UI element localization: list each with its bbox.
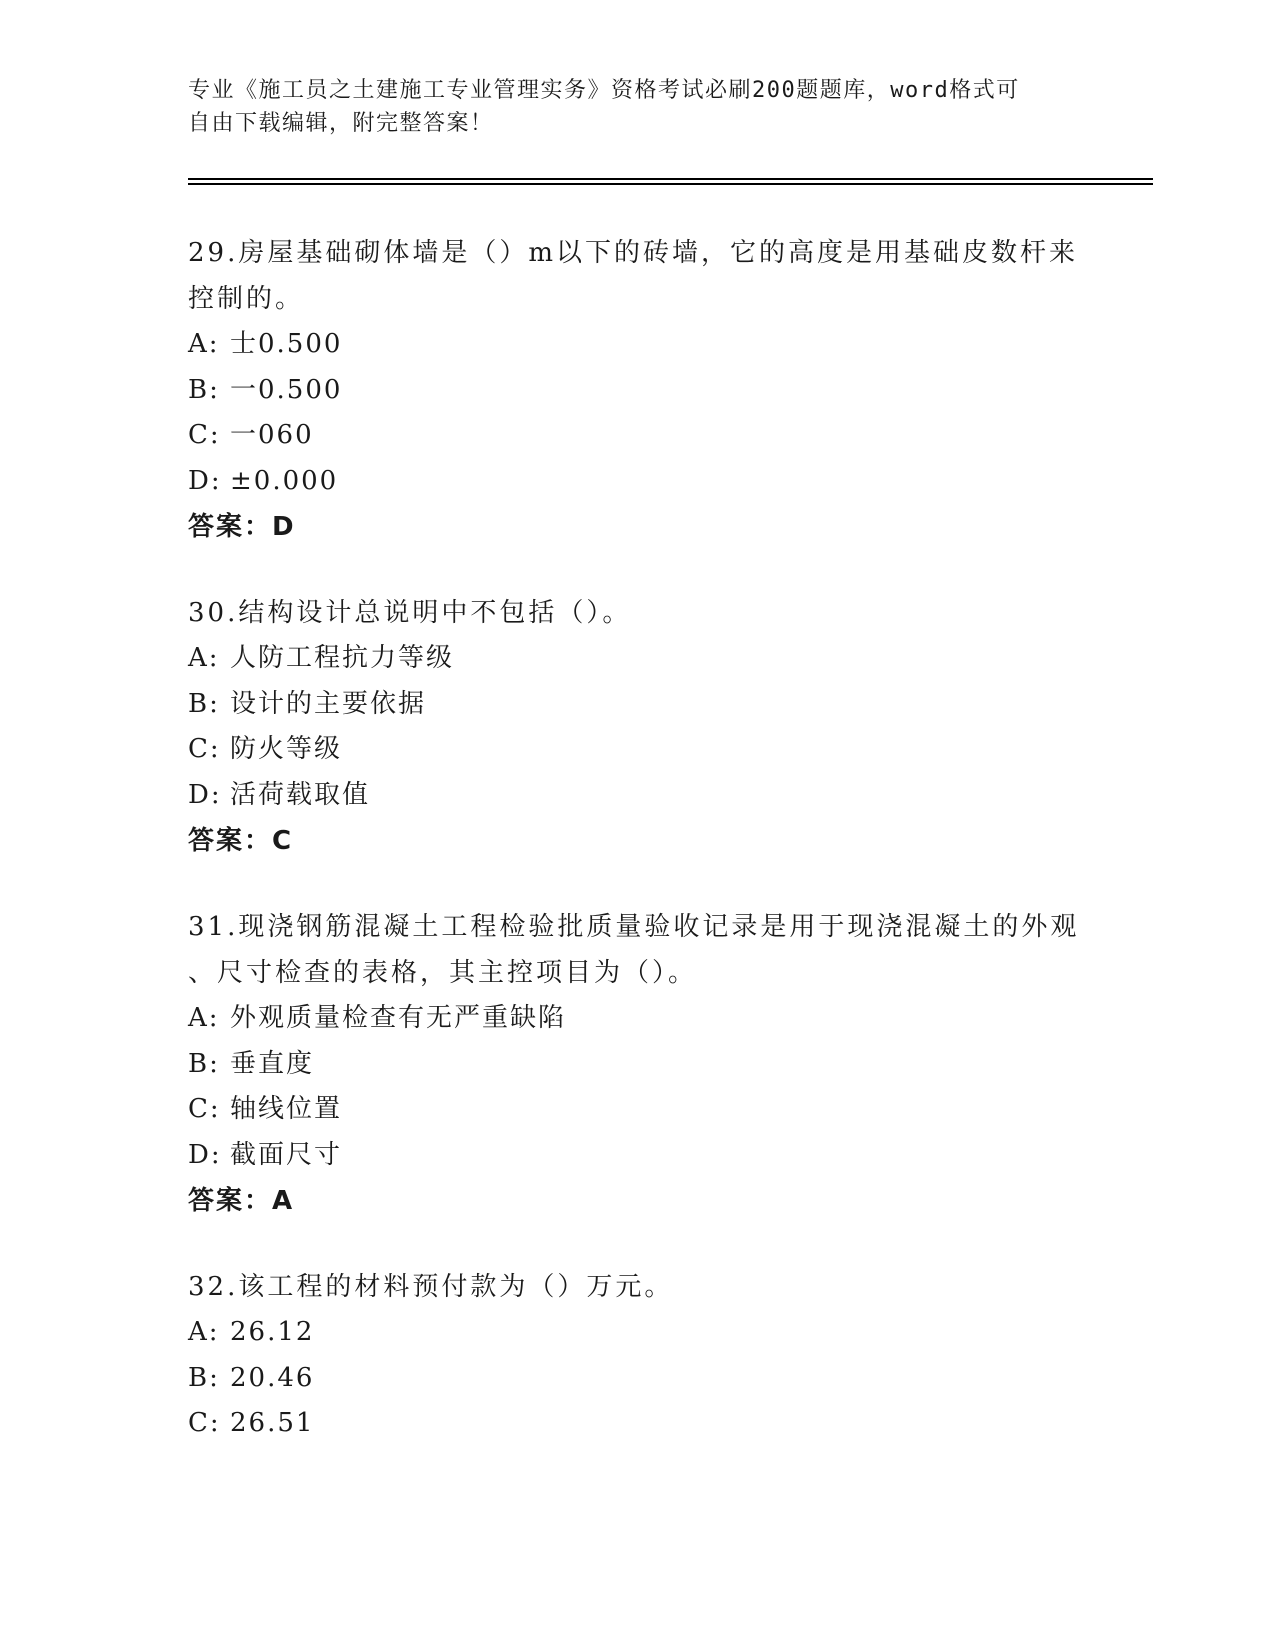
header-line-1: 专业《施工员之土建施工专业管理实务》资格考试必刷200题题库，word格式可 [188,78,1020,103]
question-stem: 31.现浇钢筋混凝土工程检验批质量验收记录是用于现浇混凝土的外观 [188,912,1080,942]
option-text: 外观质量检查有无严重缺陷 [230,1003,567,1033]
option-b [188,1042,1088,1088]
option-letter: C: [188,1408,221,1438]
option-c [188,1087,1088,1133]
option-letter: C: [188,420,221,450]
option-letter: C: [188,734,221,764]
option-letter: A: [188,1003,220,1033]
option-text: 轴线位置 [230,1094,343,1124]
header-divider-bottom [188,183,1153,185]
option-a [188,322,1088,368]
question-30 [188,590,1088,864]
option-letter: D: [188,465,222,496]
option-letter: C: [188,1094,221,1124]
option-letter: D: [188,1139,222,1170]
header-divider-top [188,178,1153,180]
question-list [188,230,1088,1487]
option-text: 防火等级 [230,734,343,764]
question-stem-continued: 、尺寸检查的表格，其主控项目为（）。 [188,958,698,988]
option-text: 20.46 [230,1362,315,1393]
option-text: 截面尺寸 [230,1139,343,1170]
option-d [188,459,1088,505]
option-text: 垂直度 [230,1048,315,1079]
answer-line: 答案：C [188,826,294,856]
option-b [188,682,1088,728]
option-b [188,1356,1088,1402]
option-c [188,727,1088,773]
document-header [188,74,1088,140]
question-29 [188,230,1088,550]
question-stem: 29.房屋基础砌体墙是（）m以下的砖墙，它的高度是用基础皮数杆来 [188,238,1079,268]
option-text: 26.51 [230,1408,315,1438]
option-b [188,368,1088,414]
option-letter: A: [188,329,220,359]
option-a [188,1310,1088,1356]
option-text: 一060 [230,420,314,450]
option-letter: B: [188,1048,220,1079]
option-c [188,1401,1088,1447]
option-c [188,413,1088,459]
option-d [188,1133,1088,1179]
answer-line: 答案：A [188,1186,295,1216]
option-letter: B: [188,374,220,405]
option-text: 活荷载取值 [230,779,371,810]
option-text: 26.12 [230,1317,315,1347]
option-letter: A: [188,1317,220,1347]
option-text: 一0.500 [230,374,343,405]
question-31 [188,904,1088,1224]
option-letter: D: [188,779,222,810]
option-a [188,636,1088,682]
option-text: 人防工程抗力等级 [230,643,455,673]
option-text: ±0.000 [230,465,339,496]
question-stem: 32.该工程的材料预付款为（）万元。 [188,1272,674,1302]
question-32 [188,1264,1088,1447]
option-text: 设计的主要依据 [230,688,427,719]
option-letter: A: [188,643,220,673]
option-letter: B: [188,688,220,719]
option-text: 士0.500 [230,329,343,359]
question-stem: 30.结构设计总说明中不包括（）。 [188,598,632,628]
question-stem-continued: 控制的。 [188,284,305,314]
option-d [188,773,1088,819]
option-a [188,996,1088,1042]
option-letter: B: [188,1362,220,1393]
answer-line: 答案：D [188,512,296,542]
header-line-2: 自由下载编辑，附完整答案！ [188,111,494,136]
